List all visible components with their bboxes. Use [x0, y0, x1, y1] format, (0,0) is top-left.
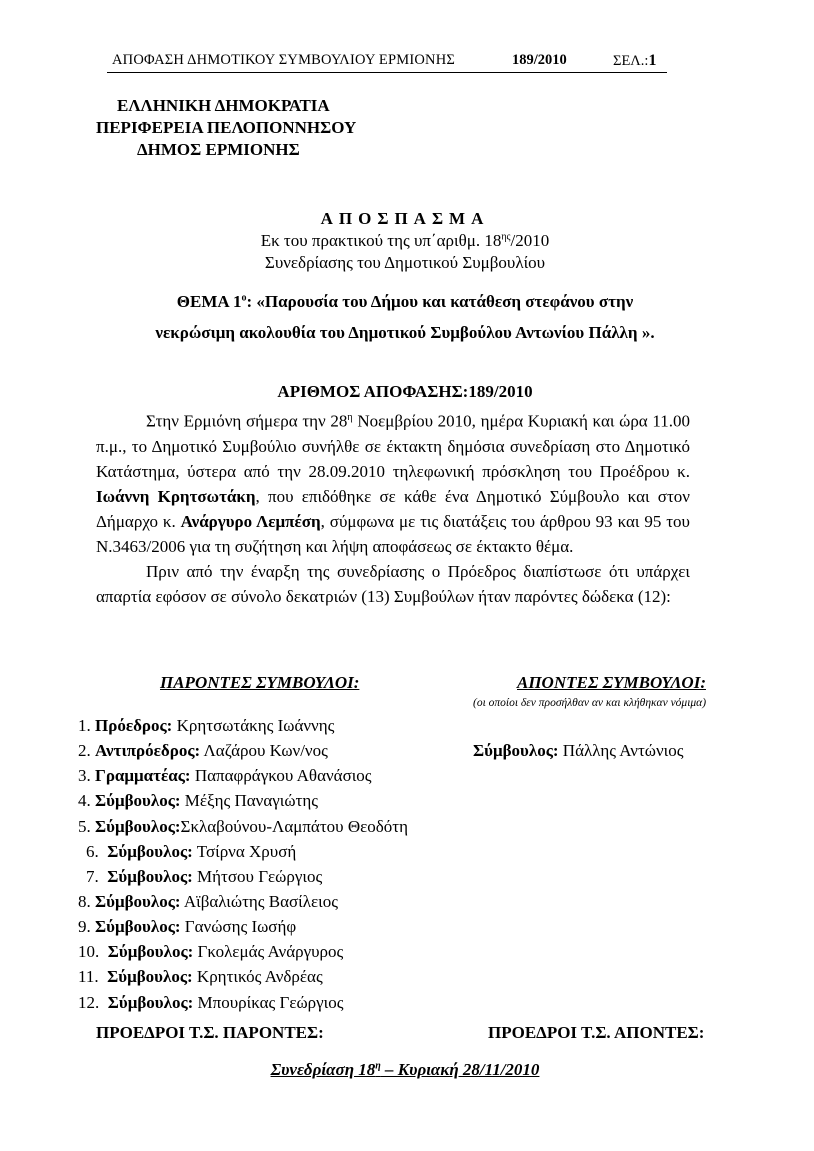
member-name: Παπαφράγκου Αθανάσιος: [190, 766, 372, 785]
running-header-title: ΑΠΟΦΑΣΗ ΔΗΜΟΤΙΚΟΥ ΣΥΜΒΟΥΛΙΟΥ ΕΡΜΙΟΝΗΣ: [112, 52, 456, 68]
member-number: 10.: [78, 942, 100, 961]
present-member-1: [78, 716, 334, 736]
issuer-region: ΠΕΡΙΦΕΡΕΙΑ ΠΕΛΟΠΟΝΝΗΣΟΥ: [96, 118, 357, 137]
session-rest: – Κυριακή 28/11/2010: [380, 1060, 540, 1079]
present-member-2: [78, 741, 328, 761]
present-member-4: [78, 791, 318, 811]
issuer-municipality: ΔΗΜΟΣ ΕΡΜΙΟΝΗΣ: [137, 140, 300, 159]
present-member-8: [78, 892, 338, 912]
present-member-3: [78, 766, 372, 786]
member-name: Μέξης Παναγιώτης: [180, 791, 319, 810]
subject-rest: : «Παρουσία του Δήμου και κατάθεση στεφάνου στην: [246, 292, 634, 311]
session-prefix: Συνεδρίαση 18: [270, 1060, 376, 1079]
member-name: Σκλαβούνου-Λαμπάτου Θεοδότη: [180, 817, 408, 836]
mayor-name: Ανάργυρο Λεμπέση: [180, 511, 321, 531]
member-name: Γκολεμάς Ανάργυρος: [193, 942, 344, 961]
page-label: ΣΕΛ.:: [613, 53, 649, 69]
member-number: 3.: [78, 766, 91, 785]
p1-sup: η: [347, 412, 353, 423]
member-name: Αϊβαλιώτης Βασίλειος: [180, 892, 338, 911]
member-number: 9.: [78, 917, 91, 936]
member-number: 1.: [78, 716, 91, 735]
present-member-11: [78, 967, 323, 987]
page-number: 1: [648, 52, 657, 69]
member-number: 12.: [78, 993, 100, 1012]
community-presidents-absent-heading: ΠΡΟΕΔΡΟΙ Τ.Σ. ΑΠΟΝΤΕΣ:: [488, 1023, 705, 1042]
session-footer: [80, 1060, 730, 1080]
p1-part-a: Στην Ερμιόνη σήμερα την 28: [146, 411, 348, 431]
present-member-6: [86, 842, 296, 862]
body-text: [96, 405, 690, 609]
member-role: Γραμματέας:: [95, 766, 191, 785]
member-role: Σύμβουλος:: [95, 892, 181, 911]
member-number: 6.: [86, 842, 99, 861]
running-header-decision-number: 189/2010: [512, 52, 567, 68]
member-name: Μήτσου Γεώργιος: [192, 867, 323, 886]
running-header-page: [613, 52, 656, 70]
absent-member-1: [473, 741, 683, 761]
member-role: Σύμβουλος:: [95, 791, 181, 810]
document-kind: ΑΠΟΣΠΑΣΜΑ: [320, 209, 490, 228]
p1-part-d: , σύμφωνα με τις διατάξεις του άρθρου 93 και 95 του Ν.3463/2006 για τη συζήτηση και λήψη αποφάσεως σε έκτακτο θέμα.: [96, 511, 690, 556]
absent-note: (οι οποίοι δεν προσήλθαν αν και κλήθηκαν νόμιμα): [473, 697, 707, 709]
member-role: Πρόεδρος:: [95, 716, 173, 735]
session-sup: η: [375, 1060, 381, 1072]
subject-line-1: [80, 292, 730, 312]
member-role: Σύμβουλος:: [107, 867, 193, 886]
member-name: Μπουρίκας Γεώργιος: [193, 993, 344, 1012]
minutes-reference: [80, 231, 730, 251]
member-role: Σύμβουλος:: [473, 741, 559, 760]
member-number: 8.: [78, 892, 91, 911]
subject-sup: ο: [241, 292, 247, 304]
minutes-prefix: Εκ του πρακτικού της υπ΄αριθμ. 18: [260, 231, 502, 250]
member-number: 5.: [78, 817, 91, 836]
running-header: [107, 50, 667, 73]
member-name: Τσίρνα Χρυσή: [192, 842, 297, 861]
minutes-suffix: /2010: [510, 231, 550, 250]
subject-line-2: νεκρώσιμη ακολουθία του Δημοτικού Συμβούλου Αντωνίου Πάλλη ».: [155, 323, 655, 342]
member-role: Σύμβουλος:: [95, 817, 181, 836]
member-role: Αντιπρόεδρος:: [95, 741, 201, 760]
present-member-12: [78, 993, 343, 1013]
member-role: Σύμβουλος:: [107, 842, 193, 861]
member-role: Σύμβουλος:: [107, 993, 194, 1012]
member-number: 2.: [78, 741, 91, 760]
member-name: Γανώσης Ιωσήφ: [180, 917, 297, 936]
member-role: Σύμβουλος:: [107, 967, 193, 986]
member-name: Πάλλης Αντώνιος: [558, 741, 684, 760]
p1-part-b: Νοεμβρίου 2010, ημέρα Κυριακή και ώρα 11.00 π.μ., το Δημοτικό Συμβούλιο συνήλθε σε έκτακτη δημόσια συνεδρίαση στο Δημοτικό Κατάστημα, ύστερα από την 28.09.2010 τηλεφωνική πρόσκληση του Προέδρου κ.: [96, 411, 690, 481]
member-name: Κρητικός Ανδρέας: [192, 967, 323, 986]
member-number: 4.: [78, 791, 91, 810]
present-heading: ΠΑΡΟΝΤΕΣ ΣΥΜΒΟΥΛΟΙ:: [160, 673, 360, 692]
president-name: Ιωάννη Κρητσωτάκη: [96, 486, 256, 506]
present-member-5: [78, 817, 408, 837]
member-name: Λαζάρου Κων/νος: [200, 741, 328, 760]
paragraph-1: [96, 405, 690, 559]
member-name: Κρητσωτάκης Ιωάννης: [172, 716, 335, 735]
session-line: Συνεδρίασης του Δημοτικού Συμβουλίου: [264, 253, 546, 272]
decision-number: ΑΡΙΘΜΟΣ ΑΠΟΦΑΣΗΣ:189/2010: [277, 382, 533, 401]
absent-heading: ΑΠΟΝΤΕΣ ΣΥΜΒΟΥΛΟΙ:: [517, 673, 706, 692]
member-number: 11.: [78, 967, 99, 986]
member-role: Σύμβουλος:: [95, 917, 181, 936]
p1-part-c: , που επιδόθηκε σε κάθε ένα Δημοτικό Σύμβουλο και στον Δήμαρχο κ.: [96, 486, 690, 531]
subject-prefix: ΘΕΜΑ 1: [176, 292, 242, 311]
present-member-10: [78, 942, 343, 962]
issuer-country: ΕΛΛΗΝΙΚΗ ΔΗΜΟΚΡΑΤΙΑ: [117, 96, 330, 115]
present-member-9: [78, 917, 296, 937]
member-role: Σύμβουλος:: [107, 942, 194, 961]
member-number: 7.: [86, 867, 99, 886]
paragraph-2: Πριν από την έναρξη της συνεδρίασης ο Πρόεδρος διαπίστωσε ότι υπάρχει απαρτία εφόσον σε σύνολο δεκατριών (13) Συμβούλων ήταν παρόντες δώδεκα (12):: [96, 561, 690, 606]
present-member-7: [86, 867, 322, 887]
minutes-sup: ης: [501, 231, 511, 243]
community-presidents-present-heading: ΠΡΟΕΔΡΟΙ Τ.Σ. ΠΑΡΟΝΤΕΣ:: [96, 1023, 324, 1042]
